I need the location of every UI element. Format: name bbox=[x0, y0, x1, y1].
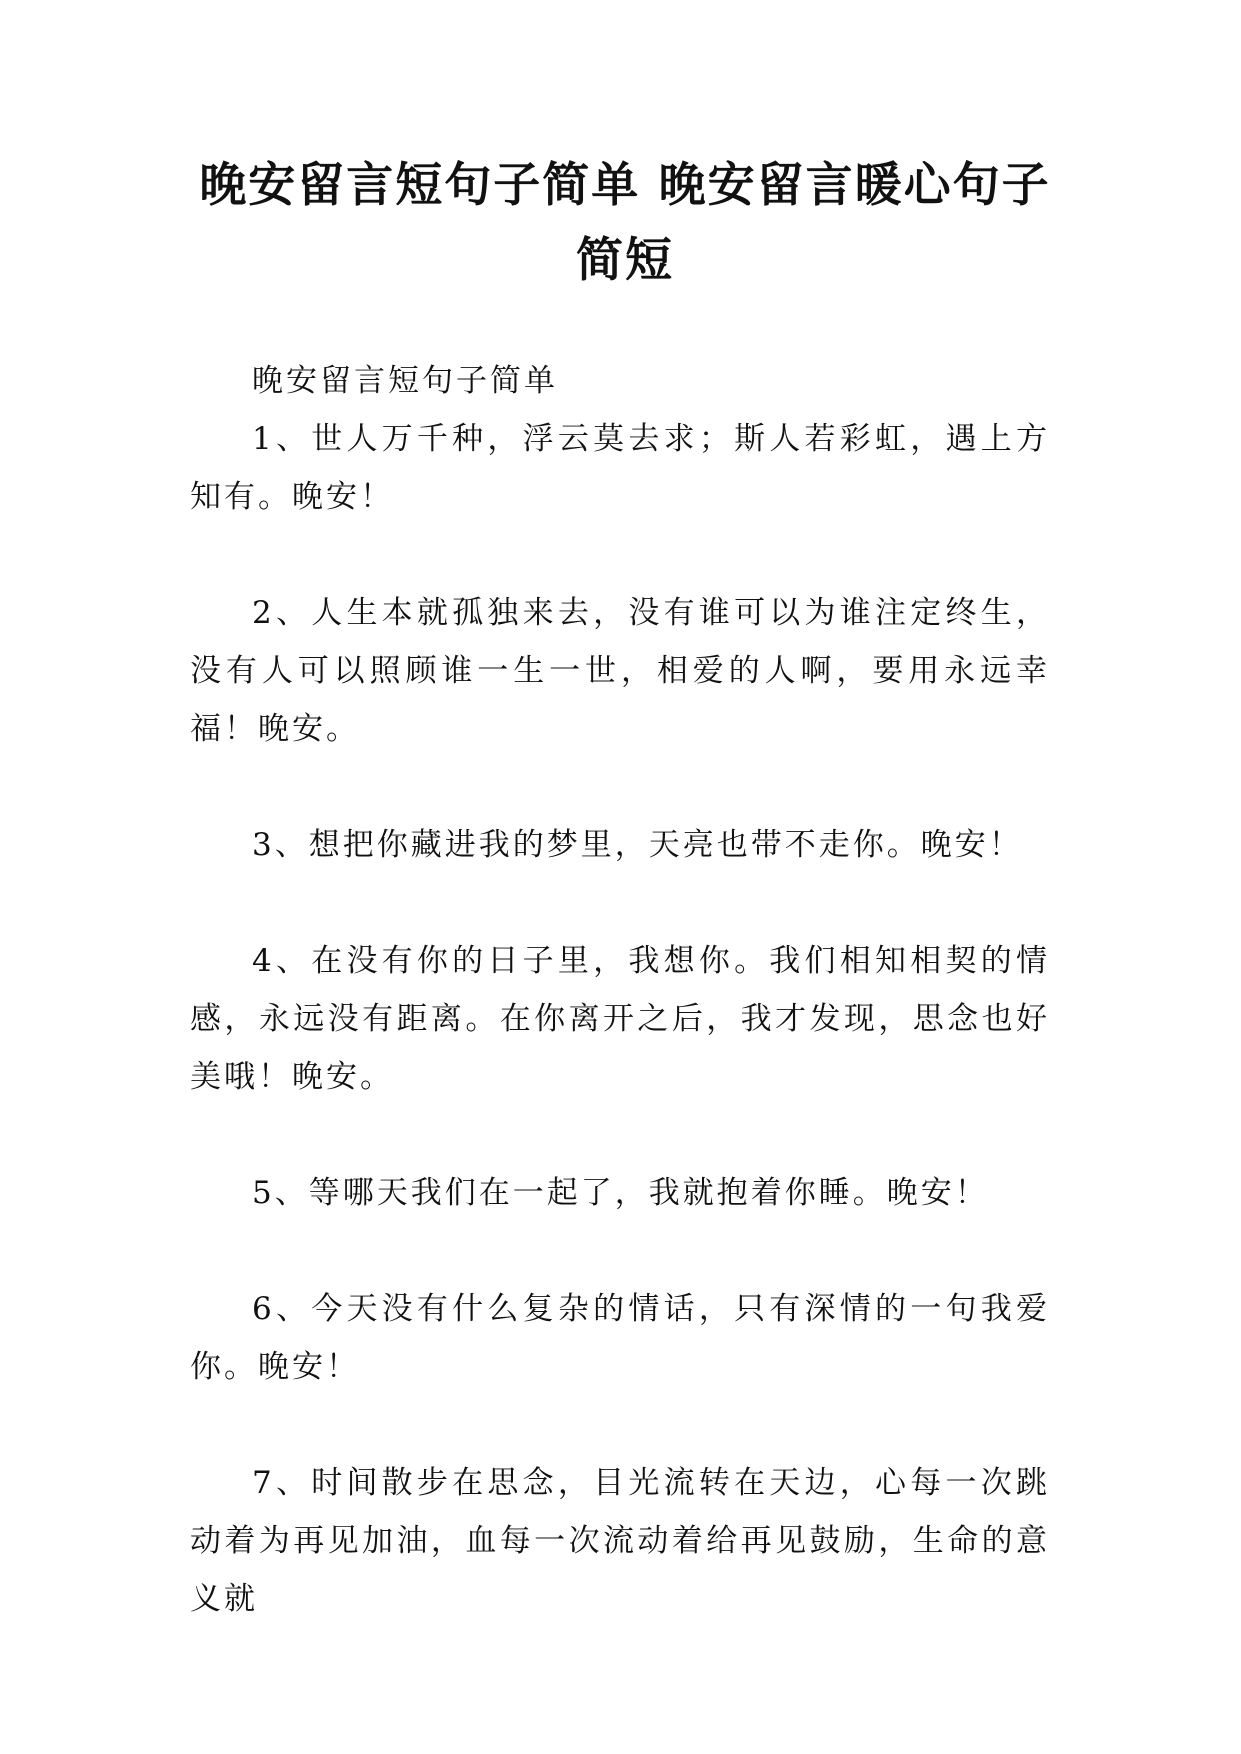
paragraph-1: 1、世人万千种，浮云莫去求；斯人若彩虹，遇上方知有。晚安！ bbox=[190, 421, 1050, 515]
paragraph-3: 3、想把你藏进我的梦里，天亮也带不走你。晚安！ bbox=[252, 827, 1023, 863]
paragraph-spacer bbox=[190, 874, 1050, 932]
section-heading: 晚安留言短句子简单 bbox=[252, 363, 558, 399]
paragraph-spacer bbox=[190, 1222, 1050, 1280]
paragraph-spacer bbox=[190, 1106, 1050, 1164]
document-body bbox=[190, 352, 1050, 1628]
paragraph-spacer bbox=[190, 1396, 1050, 1454]
document-title: 晚安留言短句子简单 晚安留言暖心句子简短 bbox=[199, 158, 1051, 288]
paragraph-2: 2、人生本就孤独来去，没有谁可以为谁注定终生，没有人可以照顾谁一生一世，相爱的人啊，要用永远幸福！晚安。 bbox=[190, 595, 1050, 747]
paragraph-6: 6、今天没有什么复杂的情话，只有深情的一句我爱你。晚安！ bbox=[190, 1291, 1050, 1385]
paragraph-spacer bbox=[190, 526, 1050, 584]
paragraph-spacer bbox=[190, 758, 1050, 816]
paragraph-7: 7、时间散步在思念，目光流转在天边，心每一次跳动着为再见加油，血每一次流动着给再见鼓励，生命的意义就 bbox=[190, 1465, 1050, 1617]
paragraph-5: 5、等哪天我们在一起了，我就抱着你睡。晚安！ bbox=[252, 1175, 989, 1211]
paragraph-4: 4、在没有你的日子里，我想你。我们相知相契的情感，永远没有距离。在你离开之后，我才发现，思念也好美哦！晚安。 bbox=[190, 943, 1050, 1095]
